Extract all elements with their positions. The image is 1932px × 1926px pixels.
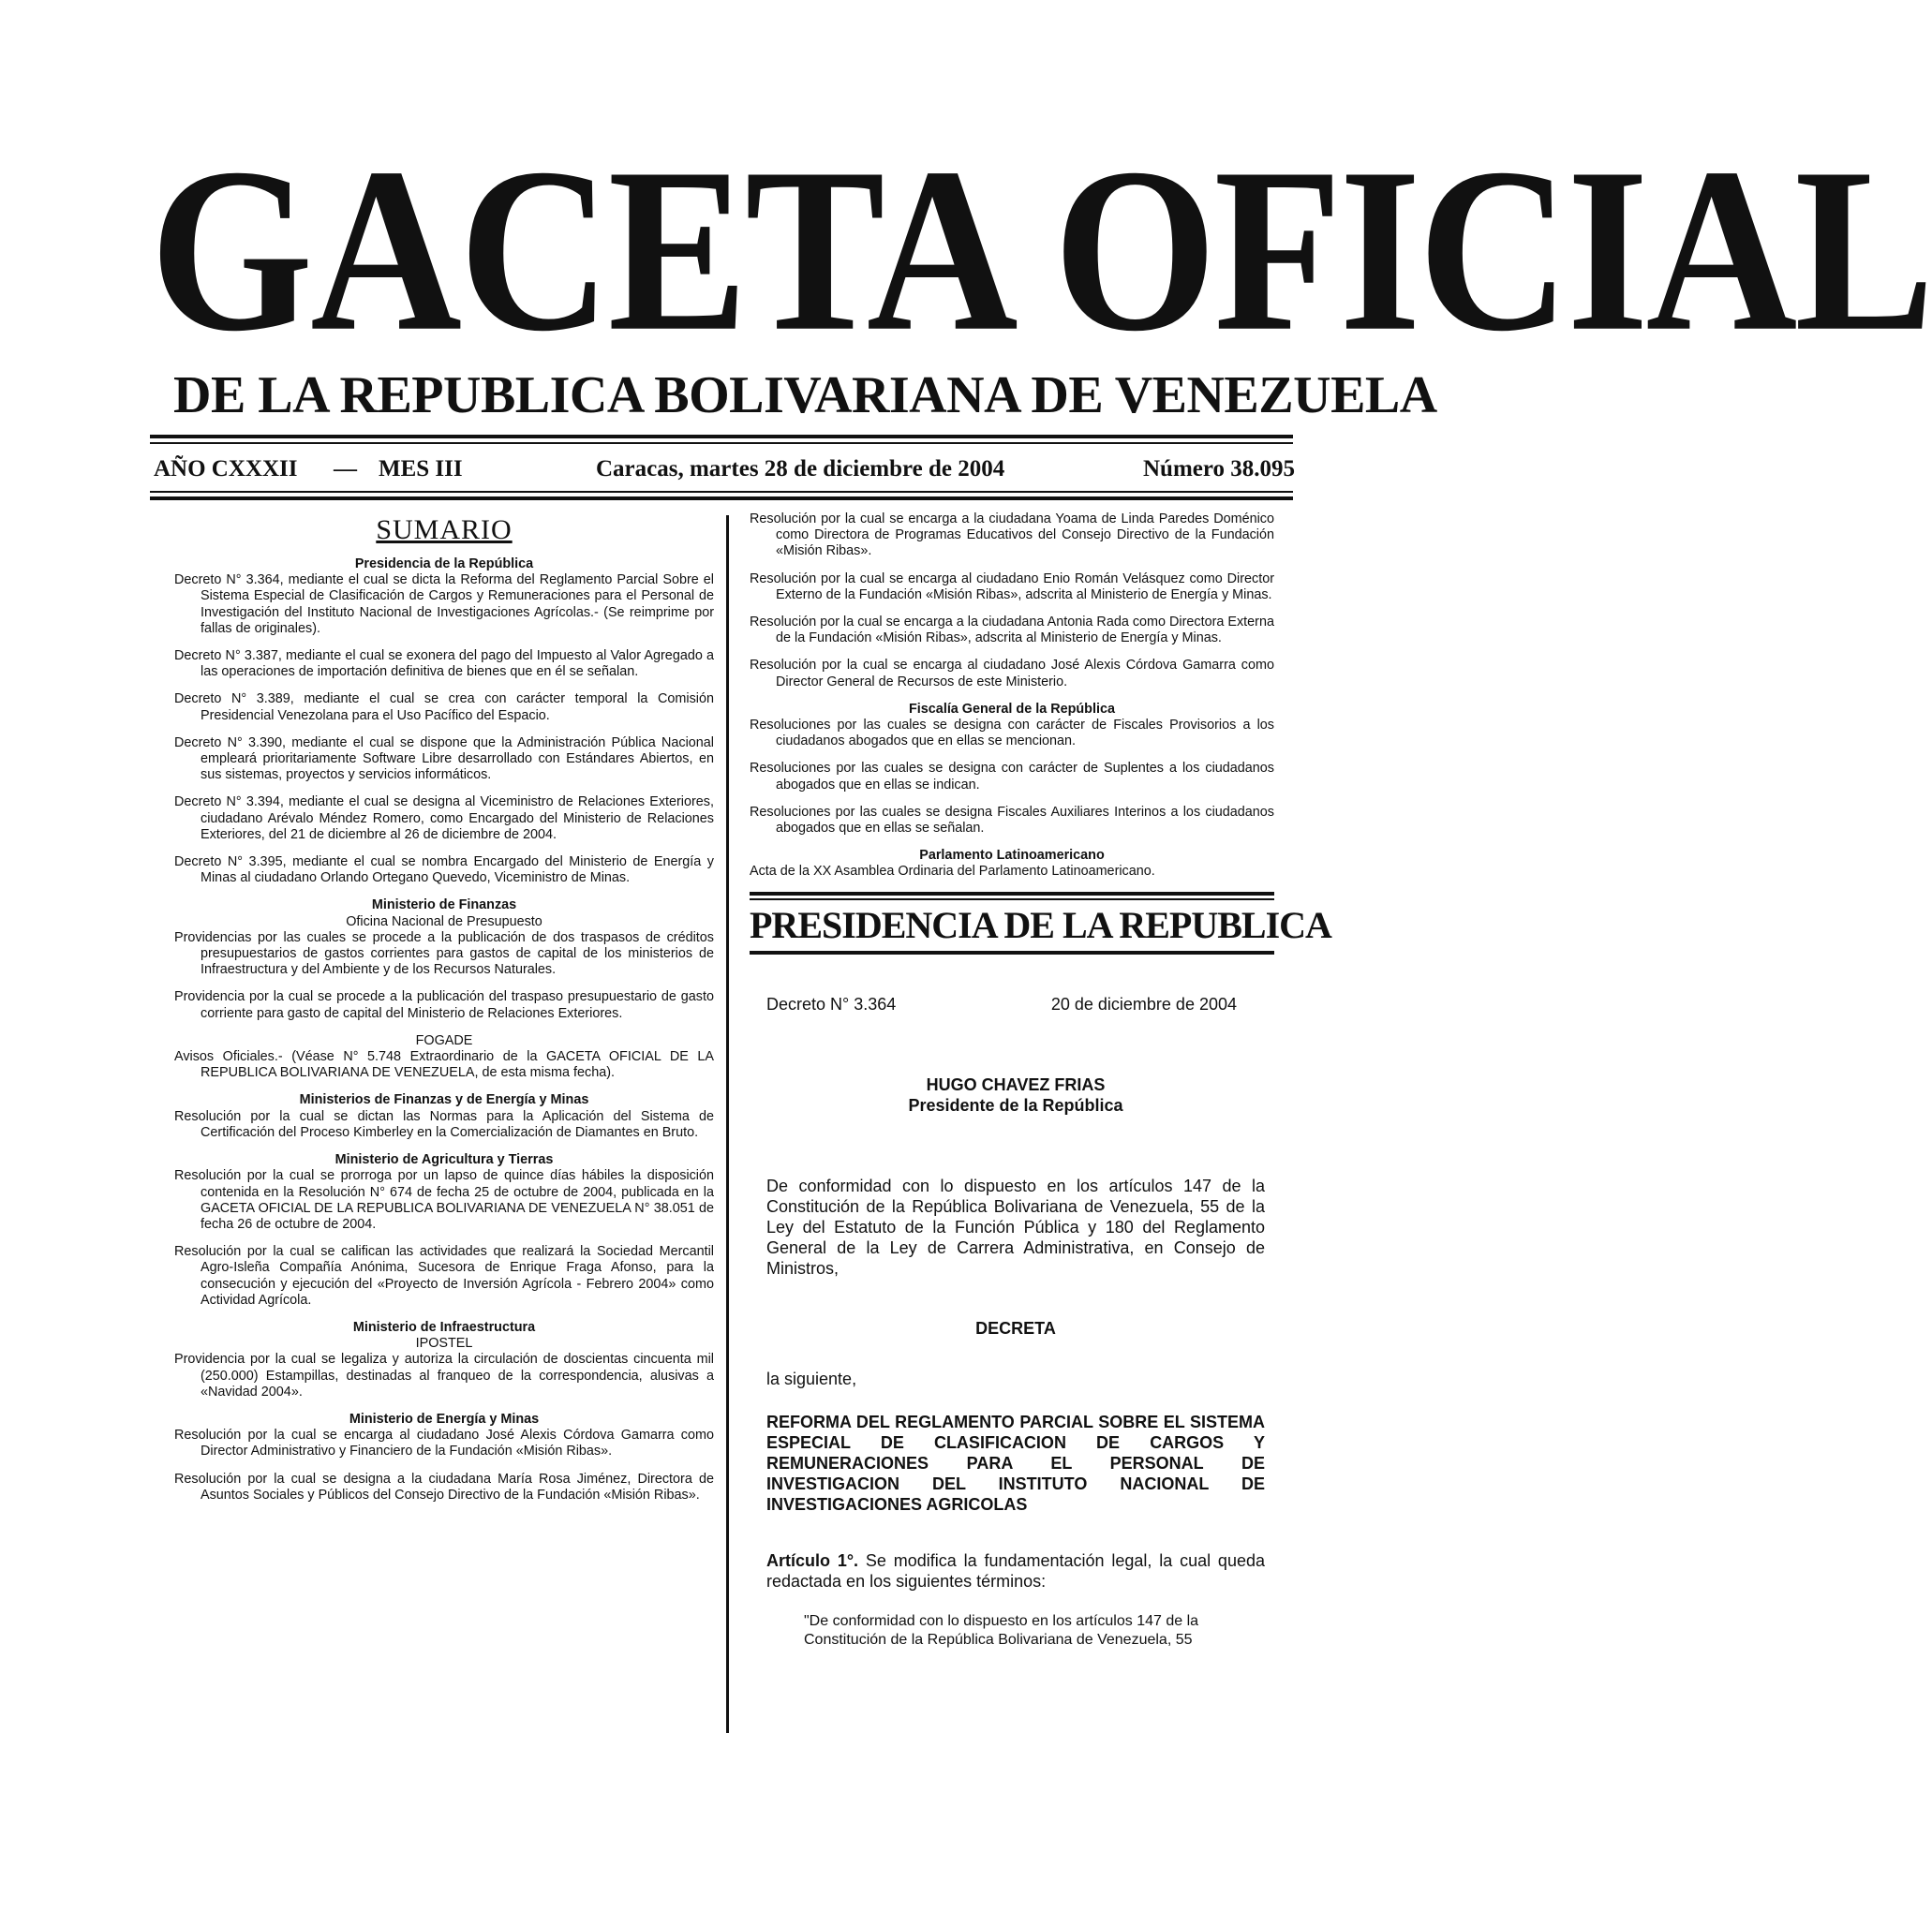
sumario-section-heading: Presidencia de la República (354, 556, 534, 571)
sumario-section-heading: Ministerio de Finanzas (371, 897, 517, 913)
sumario-entry: Resolución por la cual se encarga al ciudadano Enio Román Velásquez como Director Externo de la Fundación «Misión Ribas», adscrita al Ministerio de Energía y Minas. (750, 570, 1274, 602)
issue-number: Número 38.095 (1143, 456, 1296, 482)
sumario-entry: Resolución por la cual se encarga al ciudadano José Alexis Córdova Gamarra como Director General de Recursos de este Ministerio. (750, 658, 1274, 689)
sumario-section-subheading: Oficina Nacional de Presupuesto (346, 913, 542, 929)
sumario-section-heading: Fiscalía General de la República (909, 701, 1115, 717)
sumario-entry: Resolución por la cual se encarga al ciudadano José Alexis Córdova Gamarra como Director Administrativo y Financiero de la Fundación «Misión Ribas». (174, 1428, 714, 1459)
sumario-section-heading: Ministerio de Infraestructura (352, 1319, 536, 1335)
sumario-entry: Decreto N° 3.387, mediante el cual se exonera del pago del Impuesto al Valor Agregado a las operaciones de importación definitiva de bienes que en él se señalan. (174, 648, 714, 680)
sumario-section-heading: Ministerio de Energía y Minas (349, 1411, 540, 1427)
sumario-section-subheading: FOGADE (415, 1032, 473, 1048)
issue-rule-1 (150, 491, 1293, 493)
right-column (750, 511, 1331, 1650)
sumario-entry: Decreto N° 3.389, mediante el cual se crea con carácter temporal la Comisión Presidencial Venezolana para el Uso Pacífico del Espacio. (174, 691, 714, 723)
decree-date: 20 de diciembre de 2004 (1050, 994, 1237, 1014)
sumario-entry: Decreto N° 3.394, mediante el cual se designa al Viceministro de Relaciones Exteriores, ciudadano Arévalo Méndez Romero, como Encargado del Ministerio de Relaciones Exteriores, del 21 de diciembre al 26 de diciembre de 2004. (174, 794, 714, 842)
sumario-heading: SUMARIO (376, 514, 513, 545)
sumario-entry: Resoluciones por las cuales se designa con carácter de Suplentes a los ciudadanos abogados que en ellas se indican. (750, 761, 1274, 793)
banner-rule-bottom (750, 951, 1274, 955)
sumario-entry: Resoluciones por las cuales se designa Fiscales Auxiliares Interinos a los ciudadanos abogados que en ellas se señalan. (750, 804, 1274, 837)
decree-number: Decreto N° 3.364 (766, 994, 897, 1014)
sumario-entry: Resolución por la cual se designa a la ciudadana María Rosa Jiménez, Directora de Asuntos Sociales y Públicos del Consejo Directivo de la Fundación «Misión Ribas». (174, 1471, 714, 1503)
sumario-entry: Resolución por la cual se encarga a la ciudadana Antonia Rada como Directora Externa de la Fundación «Misión Ribas», adscrita al Ministerio de Energía y Minas. (750, 615, 1274, 646)
sumario-entry: Resolución por la cual se prorroga por un lapso de quince días hábiles la disposición contenida en la Resolución N° 674 de fecha 25 de octubre de 2004, publicada en la GACETA OFICIAL DE LA REPUBLICA BOLIVARIANA DE VENEZUELA N° 38.051 de fecha 26 de octubre de 2004. (174, 1168, 714, 1232)
sumario-section-heading: Ministerio de Agricultura y Tierras (334, 1152, 554, 1168)
sumario-right-list (750, 511, 1274, 881)
article-1-text: Se modifica la fundamentación legal, la cual queda redactada en los siguientes términos: (766, 1550, 1265, 1591)
presidencia-banner-block (750, 892, 1331, 955)
banner-rule-top-thick (750, 892, 1274, 896)
signatory-block (766, 1074, 1265, 1116)
sumario-section-heading: Parlamento Latinoamericano (919, 848, 1105, 864)
sumario-left-column (174, 511, 714, 1515)
issue-dash: — (334, 456, 357, 482)
top-rule-2 (150, 442, 1293, 444)
decree-header-line (766, 994, 1265, 1015)
sumario-entry: Decreto N° 3.395, mediante el cual se nombra Encargado del Ministerio de Energía y Minas al ciudadano Orlando Ortegano Quevedo, Viceministro de Minas. (174, 854, 714, 886)
sumario-entry: Resolución por la cual se califican las actividades que realizará la Sociedad Mercantil Agro-Isleña Compañía Anónima, Sucesora de Enrique Fraga Afonso, para la consecución y ejecución del «Proyecto de Inversión Agrícola - Febrero 2004» como Actividad Agrícola. (174, 1244, 714, 1308)
la-siguiente-text: la siguiente, (766, 1369, 857, 1388)
sumario-entry: Resoluciones por las cuales se designa con carácter de Fiscales Provisorios a los ciudadanos abogados que en ellas se mencionan. (750, 718, 1274, 749)
sumario-entry: Decreto N° 3.390, mediante el cual se dispone que la Administración Pública Nacional empleará prioritariamente Software Libre desarrollado con Estándares Abiertos, en sus sistemas, proyectos y servicios informáticos. (174, 734, 714, 783)
signatory-name: HUGO CHAVEZ FRIAS (926, 1074, 1106, 1094)
column-divider (726, 515, 729, 1733)
issue-rule-2 (150, 496, 1293, 500)
article-1-label: Artículo 1°. (766, 1550, 859, 1570)
issue-month: MES III (379, 456, 463, 482)
issue-place-date: Caracas, martes 28 de diciembre de 2004 (596, 456, 1005, 482)
top-rule-1 (150, 435, 1293, 438)
decree-preamble: De conformidad con lo dispuesto en los artículos 147 de la Constitución de la República Bolivariana de Venezuela, 55 de la Ley del Estatuto de la Función Pública y 180 del Reglamento General de la Ley de Carrera Administrativa, en Consejo de Ministros, (766, 1176, 1265, 1278)
article-1 (766, 1550, 1265, 1592)
sumario-entry: Avisos Oficiales.- (Véase N° 5.748 Extraordinario de la GACETA OFICIAL DE LA REPUBLICA BOLIVARIANA DE VENEZUELA, de esta misma fecha). (174, 1049, 714, 1081)
sumario-entry: Resolución por la cual se dictan las Normas para la Aplicación del Sistema de Certificación del Proceso Kimberley en la Comercialización de Diamantes en Bruto. (174, 1108, 714, 1140)
reform-title: REFORMA DEL REGLAMENTO PARCIAL SOBRE EL SISTEMA ESPECIAL DE CLASIFICACION DE CARGOS Y REMUNERACIONES PARA EL PERSONAL DE INVESTIGACION DEL INSTITUTO NACIONAL DE INVESTIGACIONES AGRICOLAS (766, 1412, 1265, 1514)
sumario-entry: Decreto N° 3.364, mediante el cual se dicta la Reforma del Reglamento Parcial Sobre el Sistema Especial de Clasificación de Cargos y Remuneraciones para el Personal de Investigación del Instituto Nacional de Investigaciones Agrícolas.- (Se reimprime por fallas de originales). (174, 572, 714, 636)
sumario-entry: Providencias por las cuales se procede a la publicación de dos traspasos de créditos presupuestarios de gastos corrientes para gastos de capital de los ministerios de Infraestructura y del Ambiente y de los Recursos Naturales. (174, 929, 714, 978)
issue-bar (150, 453, 1296, 485)
sumario-entry: Providencia por la cual se legaliza y autoriza la circulación de doscientas cincuenta mil (250.000) Estampillas, destinadas al franqueo de la correspondencia, alusivas a «Navidad 2004». (174, 1352, 714, 1400)
issue-year: AÑO CXXXII (154, 456, 298, 482)
sumario-entry: Providencia por la cual se procede a la publicación del traspaso presupuestario de gasto corriente para gasto de capital del Ministerio de Relaciones Exteriores. (174, 989, 714, 1021)
sumario-section-subheading: IPOSTEL (415, 1336, 473, 1352)
decreta-heading: DECRETA (975, 1318, 1056, 1338)
presidencia-banner: PRESIDENCIA DE LA REPUBLICA (750, 903, 1331, 946)
decree-body (750, 994, 1274, 1650)
signatory-title: Presidente de la República (908, 1095, 1123, 1115)
sumario-entry: Resolución por la cual se encarga a la ciudadana Yoama de Linda Paredes Doménico como Directora de Programas Educativos del Consejo Directivo de la Fundación «Misión Ribas». (750, 511, 1274, 559)
sumario-left-list (174, 556, 714, 1504)
masthead-title: GACETA OFICIAL (150, 119, 1932, 380)
article-1-quote: "De conformidad con lo dispuesto en los artículos 147 de la Constitución de la República Bolivariana de Venezuela, 55 (804, 1612, 1199, 1648)
sumario-section-heading: Ministerios de Finanzas y de Energía y Minas (299, 1092, 589, 1108)
masthead-subtitle: DE LA REPUBLICA BOLIVARIANA DE VENEZUELA (173, 366, 1437, 424)
sumario-entry: Acta de la XX Asamblea Ordinaria del Parlamento Latinoamericano. (750, 864, 1155, 880)
